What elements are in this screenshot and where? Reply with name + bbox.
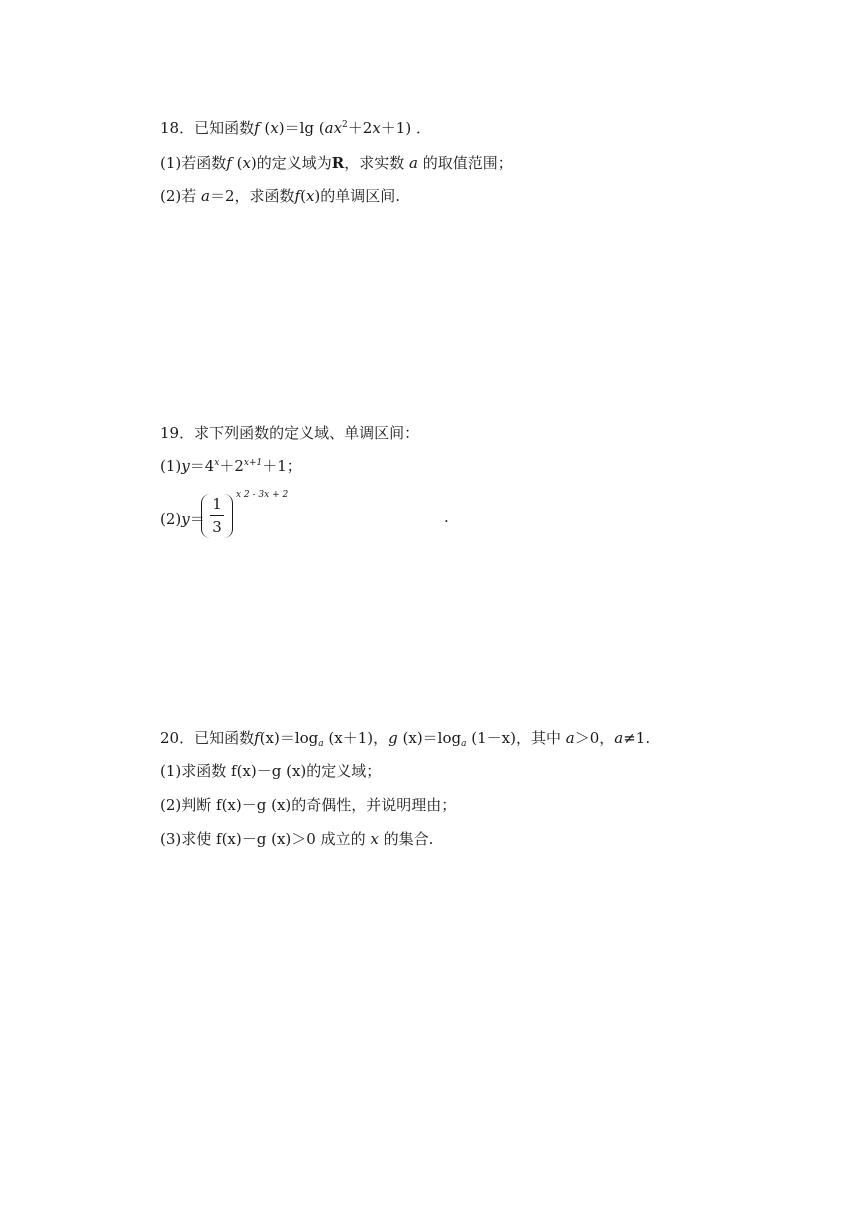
q18-x2: x — [372, 119, 381, 137]
q20-stem-text: 20．已知函数 — [160, 729, 255, 747]
q20-part3 — [160, 829, 433, 849]
q19-p1-y: y — [181, 457, 190, 475]
q19-stem: 19．求下列函数的定义域、单调区间： — [160, 424, 420, 442]
left-paren — [201, 494, 210, 538]
q20-arg2: (1－x)，其中 — [466, 729, 561, 747]
q19-p1-end: ＋1； — [262, 457, 302, 475]
q18-p1-f: f — [226, 154, 232, 172]
q20-f: f — [254, 729, 260, 747]
q20-log1: ＝log — [279, 729, 319, 747]
fraction-bar — [210, 515, 224, 516]
q18-p1-after: )的定义域为 — [250, 154, 332, 172]
q20-a1: a — [565, 729, 575, 747]
q20-p3-prefix: (3)求使 f(x)－g (x)＞0 成立的 — [160, 830, 366, 848]
q18-tail: ＋2 — [347, 119, 373, 137]
q20-stem — [160, 728, 650, 748]
q20-a2: a — [614, 729, 624, 747]
q18-p1-mid: ( — [231, 154, 243, 172]
q18-end: ＋1) ． — [380, 119, 431, 137]
q20-fx: (x) — [259, 729, 280, 747]
fraction-denominator: 3 — [212, 518, 222, 536]
q18-p1-rest: ，求实数 — [344, 154, 405, 172]
fraction — [210, 494, 224, 537]
q18-paren: ( — [259, 119, 271, 137]
q18-p2-f: f — [294, 187, 301, 205]
q18-p2-mid: ＝2，求函数 — [209, 187, 295, 205]
q20-log2: ＝log — [422, 729, 462, 747]
q20-p3-x: x — [370, 830, 379, 848]
right-paren — [224, 494, 233, 538]
q18-p1-R: R — [331, 154, 345, 172]
q18-square: 2 — [342, 120, 348, 130]
q19-p1-plus: ＋2 — [219, 457, 244, 475]
q19-p2-eq: ＝ — [189, 510, 205, 528]
q18-x: x — [270, 119, 279, 137]
q20-part1: (1)求函数 f(x)－g (x)的定义域； — [160, 762, 382, 780]
q20-g: g — [388, 729, 398, 747]
q18-p1-x: x — [242, 154, 251, 172]
q20-arg1: (x＋1)， — [323, 729, 389, 747]
q18-p2-prefix: (2)若 — [160, 187, 197, 205]
q20-log2-base: a — [461, 739, 467, 749]
q18-eq: )＝lg ( — [278, 119, 325, 137]
q18-p2-end: )的单调区间. — [314, 187, 401, 205]
q20-log1-base: a — [318, 739, 324, 749]
q20-p3-end: 的集合. — [383, 830, 434, 848]
fraction-numerator: 1 — [212, 495, 222, 513]
q19-p2-prefix-group — [160, 508, 205, 529]
q18-p1-end: 的取值范围； — [422, 154, 513, 172]
q19-part1 — [160, 456, 302, 476]
q20-cond1: ＞0， — [574, 729, 615, 747]
q18-p1-prefix: (1)若函数 — [160, 154, 227, 172]
q19-p1-exp-x: x — [214, 458, 220, 468]
q20-gx: (x) — [397, 729, 423, 747]
q19-part2 — [160, 488, 449, 548]
q19-p2-exponent: x 2 - 3x + 2 — [236, 490, 289, 500]
q20-part2: (2)判断 f(x)－g (x)的奇偶性，并说明理由； — [160, 796, 457, 814]
q18-stem — [160, 118, 431, 138]
q18-part1 — [160, 153, 513, 173]
q18-p2-paren: ( — [300, 187, 306, 205]
q18-p2-x: x — [305, 187, 315, 205]
q18-part2 — [160, 186, 400, 206]
q19-p2-prefix: (2) — [160, 510, 182, 528]
q19-p2-end: . — [444, 508, 449, 526]
q19-p1-prefix: (1) — [160, 457, 182, 475]
q18-stem-text: 18．已知函数 — [160, 119, 255, 137]
q18-f: f — [254, 119, 260, 137]
q18-p1-a: a — [409, 154, 418, 172]
q19-p1-eq: ＝4 — [189, 457, 215, 475]
q20-cond2: ≠1. — [623, 729, 651, 747]
q18-p2-a: a — [201, 187, 210, 205]
q19-p1-exp: x+1 — [243, 458, 263, 468]
q19-p2-y: y — [181, 510, 190, 528]
q18-ax: ax — [324, 119, 343, 137]
